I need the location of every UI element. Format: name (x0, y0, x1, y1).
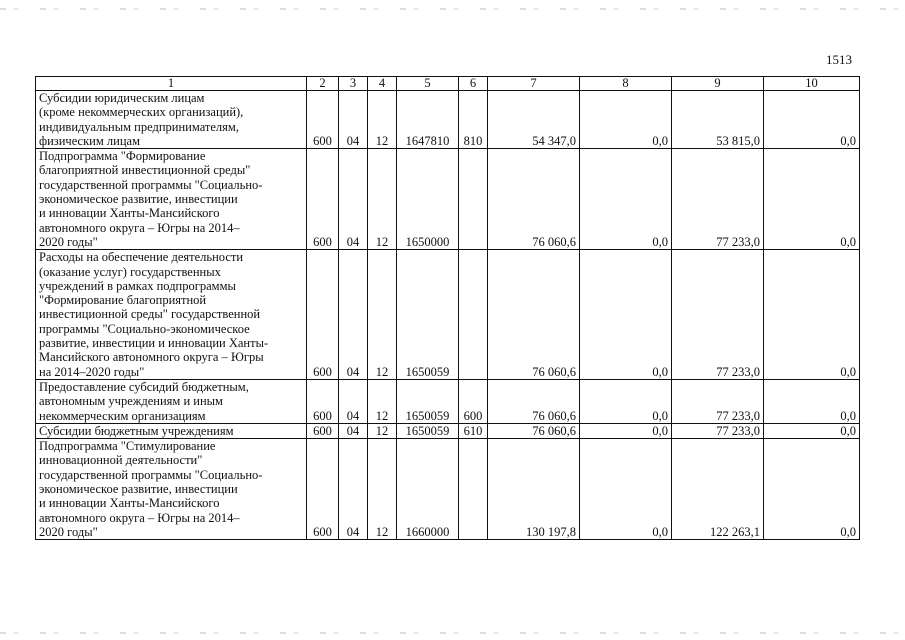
expense-type-code (459, 250, 488, 380)
table-row (36, 439, 860, 540)
amount-col10: 0,0 (764, 379, 860, 423)
amount-col9: 77 233,0 (672, 149, 764, 250)
row-name: Предоставление субсидий бюджетным, автономным учреждениям и иным некоммерческим организациям (36, 379, 307, 423)
page-number: 1513 (826, 52, 852, 67)
amount-col7: 76 060,6 (488, 379, 580, 423)
column-header: 6 (459, 77, 488, 91)
amount-col8: 0,0 (580, 439, 672, 540)
chapter-code: 04 (339, 423, 368, 438)
column-header: 2 (307, 77, 339, 91)
target-article-code: 1660000 (397, 439, 459, 540)
target-article-code: 1650059 (397, 250, 459, 380)
amount-col9: 77 233,0 (672, 379, 764, 423)
row-name: Расходы на обеспечение деятельности (оказание услуг) государственных учреждений в рамках подпрограммы "Формирование благоприятной инвестиционной среды" государственной программы "Социально-экономическое развитие, инвестиции и инновации Ханты- Мансийского автономного округа – Югры на 2014–2020 годы" (36, 250, 307, 380)
table-row (36, 379, 860, 423)
amount-col10: 0,0 (764, 149, 860, 250)
chapter-code: 04 (339, 91, 368, 149)
amount-col7: 76 060,6 (488, 250, 580, 380)
chapter-code: 04 (339, 149, 368, 250)
section-code: 600 (307, 149, 339, 250)
amount-col9: 77 233,0 (672, 250, 764, 380)
row-name: Субсидии бюджетным учреждениям (36, 423, 307, 438)
subsection-code: 12 (368, 379, 397, 423)
scan-artifact-top (0, 8, 905, 10)
target-article-code: 1647810 (397, 91, 459, 149)
amount-col10: 0,0 (764, 91, 860, 149)
section-code: 600 (307, 379, 339, 423)
amount-col9: 122 263,1 (672, 439, 764, 540)
row-name: Подпрограмма "Формирование благоприятной инвестиционной среды" государственной программы "Социально- экономическое развитие, инвестиции и инновации Ханты-Мансийского автономного округа – Югры на 2014– 2020 годы" (36, 149, 307, 250)
target-article-code: 1650000 (397, 149, 459, 250)
amount-col10: 0,0 (764, 423, 860, 438)
chapter-code: 04 (339, 379, 368, 423)
table-body (36, 77, 860, 540)
amount-col7: 76 060,6 (488, 149, 580, 250)
chapter-code: 04 (339, 250, 368, 380)
column-header: 7 (488, 77, 580, 91)
subsection-code: 12 (368, 91, 397, 149)
expense-type-code: 610 (459, 423, 488, 438)
subsection-code: 12 (368, 439, 397, 540)
expense-type-code (459, 149, 488, 250)
subsection-code: 12 (368, 149, 397, 250)
column-header: 3 (339, 77, 368, 91)
amount-col8: 0,0 (580, 250, 672, 380)
subsection-code: 12 (368, 250, 397, 380)
scan-artifact-bottom (0, 632, 905, 634)
amount-col9: 53 815,0 (672, 91, 764, 149)
amount-col8: 0,0 (580, 423, 672, 438)
target-article-code: 1650059 (397, 423, 459, 438)
amount-col8: 0,0 (580, 91, 672, 149)
amount-col9: 77 233,0 (672, 423, 764, 438)
column-header: 8 (580, 77, 672, 91)
column-header: 10 (764, 77, 860, 91)
subsection-code: 12 (368, 423, 397, 438)
column-header: 4 (368, 77, 397, 91)
amount-col8: 0,0 (580, 149, 672, 250)
expense-type-code: 810 (459, 91, 488, 149)
section-code: 600 (307, 91, 339, 149)
amount-col7: 54 347,0 (488, 91, 580, 149)
table-row (36, 149, 860, 250)
amount-col10: 0,0 (764, 439, 860, 540)
row-name: Подпрограмма "Стимулирование инновационной деятельности" государственной программы "Социально- экономическое развитие, инвестиции и инновации Ханты-Мансийского автономного округа – Югры на 2014– 2020 годы" (36, 439, 307, 540)
amount-col7: 76 060,6 (488, 423, 580, 438)
column-number-row (36, 77, 860, 91)
section-code: 600 (307, 250, 339, 380)
column-header: 1 (36, 77, 307, 91)
column-header: 5 (397, 77, 459, 91)
budget-table (35, 76, 860, 540)
section-code: 600 (307, 423, 339, 438)
amount-col8: 0,0 (580, 379, 672, 423)
chapter-code: 04 (339, 439, 368, 540)
amount-col10: 0,0 (764, 250, 860, 380)
target-article-code: 1650059 (397, 379, 459, 423)
table-row (36, 250, 860, 380)
table-row (36, 91, 860, 149)
column-header: 9 (672, 77, 764, 91)
table-row (36, 423, 860, 438)
row-name: Субсидии юридическим лицам (кроме некоммерческих организаций), индивидуальным предпринимателям, физическим лицам (36, 91, 307, 149)
expense-type-code: 600 (459, 379, 488, 423)
expense-type-code (459, 439, 488, 540)
amount-col7: 130 197,8 (488, 439, 580, 540)
section-code: 600 (307, 439, 339, 540)
